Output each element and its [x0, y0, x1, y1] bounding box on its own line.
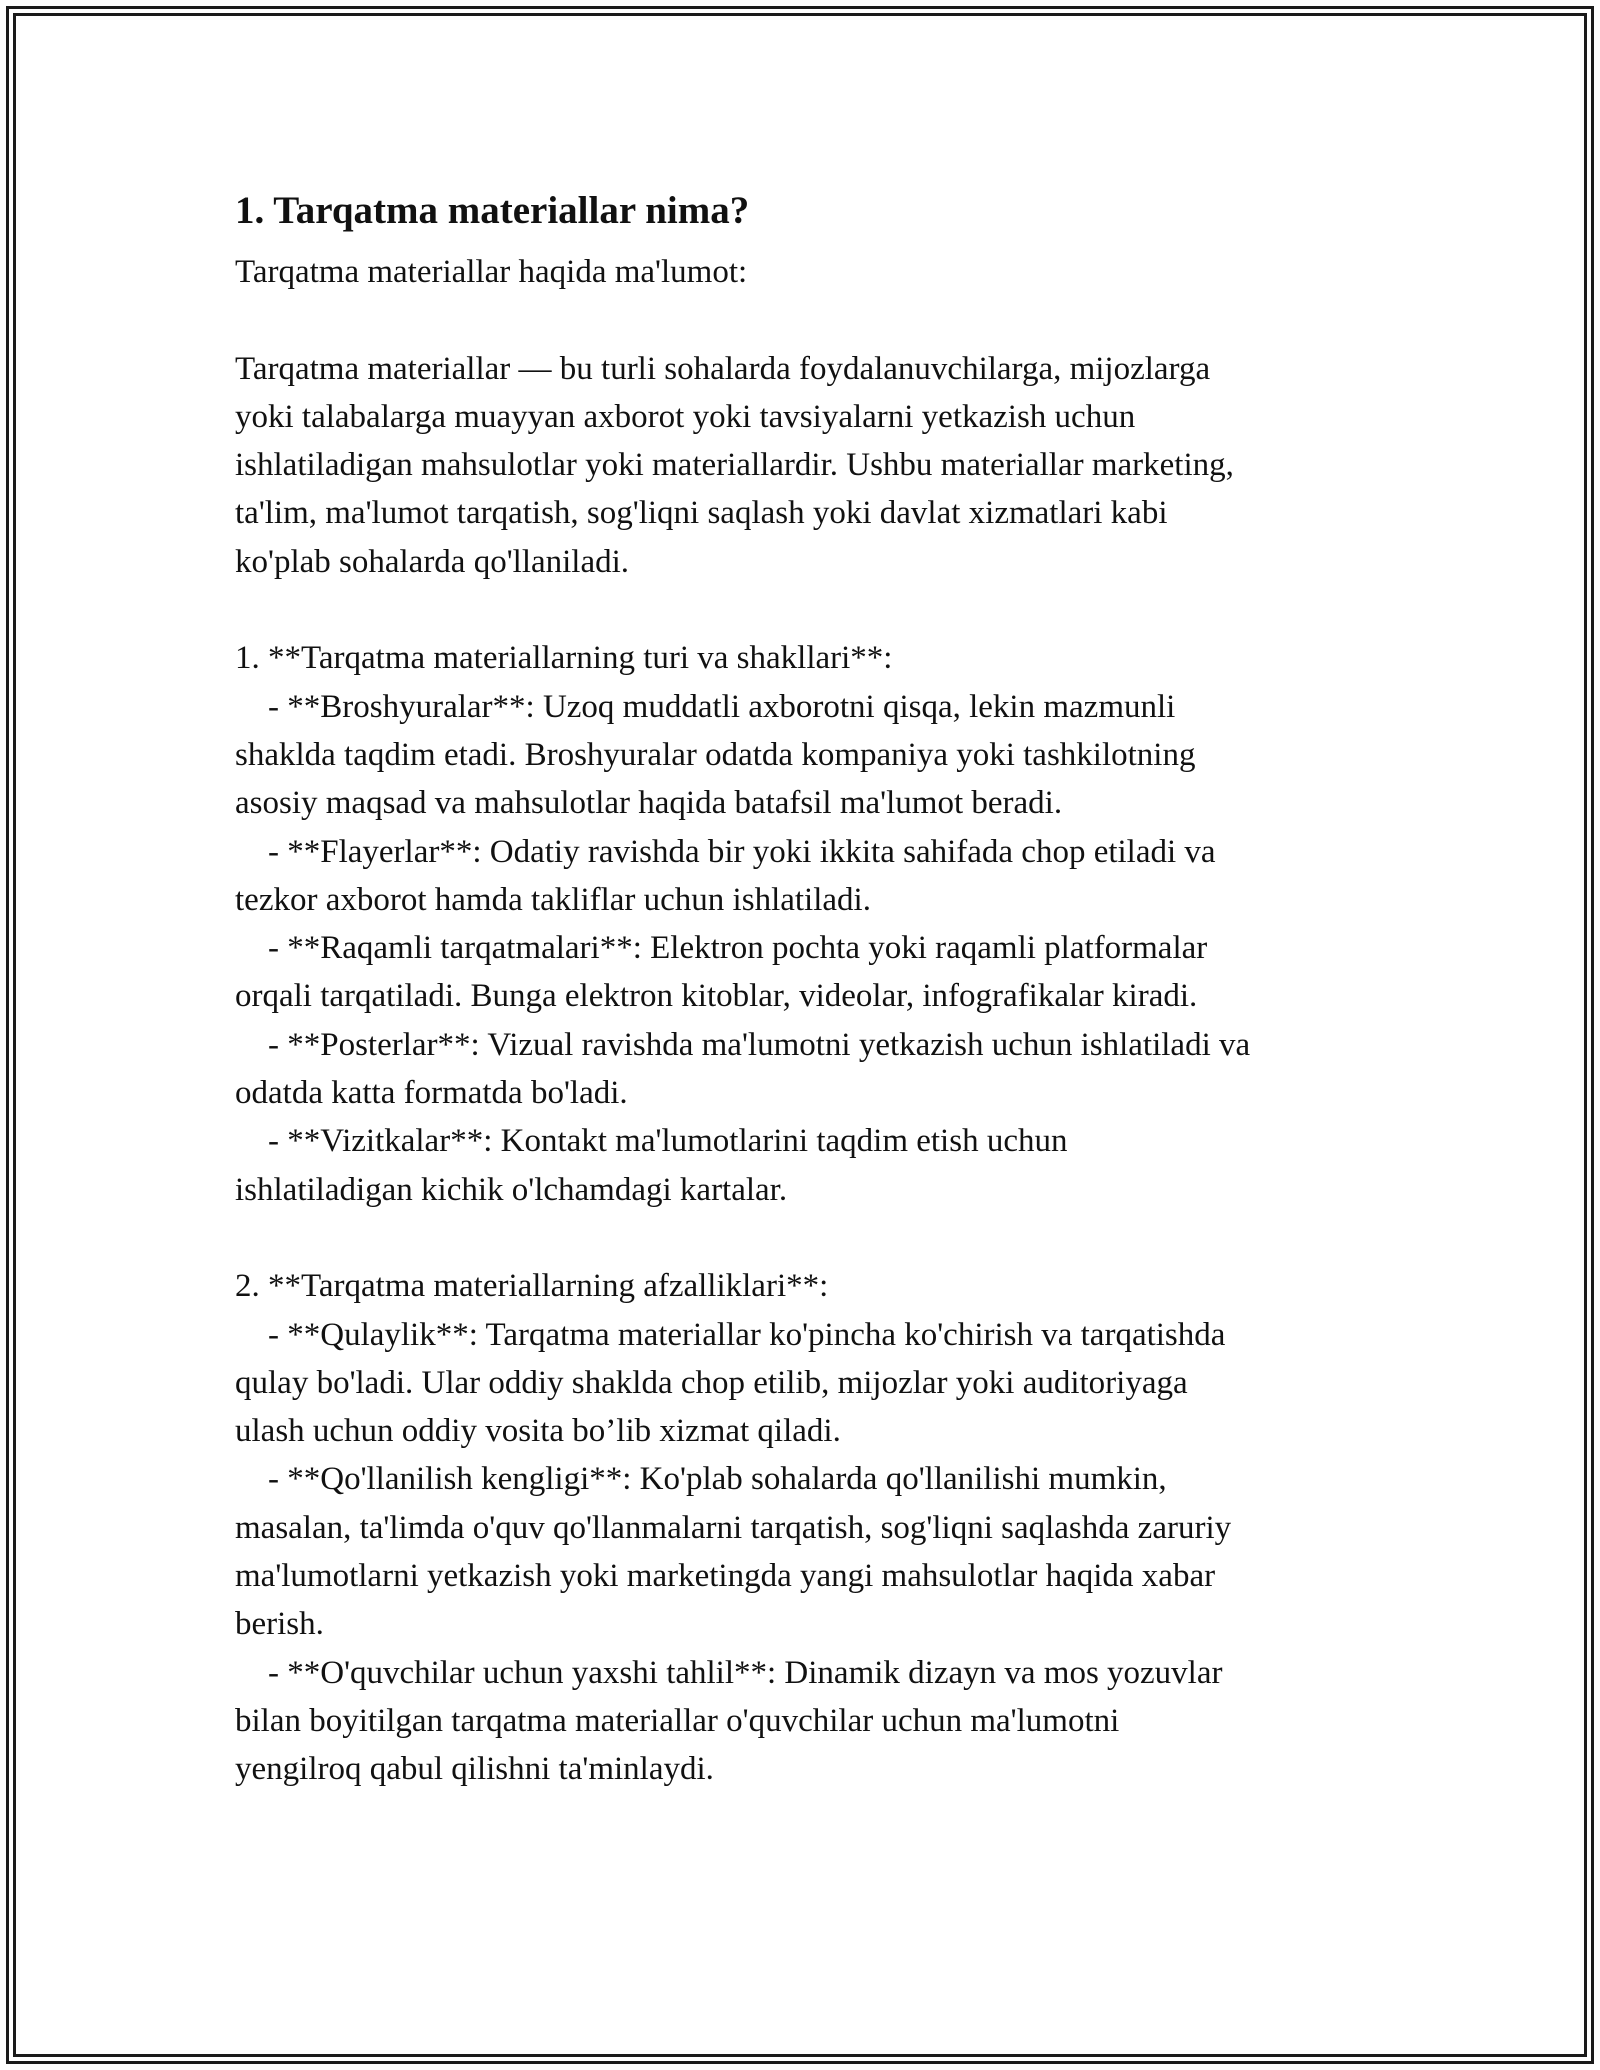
blank-line	[235, 586, 1385, 634]
text-line: berish.	[235, 1606, 324, 1643]
document-text	[235, 248, 1385, 1794]
list-item: - **Posterlar**: Vizual ravishda ma'lumotni yetkazish uchun ishlatiladi va	[235, 1026, 1251, 1063]
section-heading: 1. **Tarqatma materiallarning turi va shakllari**:	[235, 640, 893, 677]
text-line: ta'lim, ma'lumot tarqatish, sog'liqni saqlash yoki davlat xizmatlari kabi	[235, 495, 1168, 532]
text-line: odatda katta formatda bo'ladi.	[235, 1075, 628, 1112]
text-line: shaklda taqdim etadi. Broshyuralar odatda kompaniya yoki tashkilotning	[235, 736, 1196, 773]
list-item: - **Broshyuralar**: Uzoq muddatli axborotni qisqa, lekin mazmunli	[235, 688, 1176, 725]
text-line: yoki talabalarga muayyan axborot yoki tavsiyalarni yetkazish uchun	[235, 398, 1136, 435]
list-item: - **Raqamli tarqatmalari**: Elektron pochta yoki raqamli platformalar	[235, 930, 1208, 967]
text-line: bilan boyitilgan tarqatma materiallar o'quvchilar uchun ma'lumotni	[235, 1702, 1120, 1739]
text-line: tezkor axborot hamda takliflar uchun ishlatiladi.	[235, 881, 871, 918]
document-body	[235, 186, 1385, 1794]
blank-line	[235, 1214, 1385, 1262]
text-line: Tarqatma materiallar haqida ma'lumot:	[235, 254, 748, 290]
text-line: ma'lumotlarni yetkazish yoki marketingda yangi mahsulotlar haqida xabar	[235, 1558, 1216, 1595]
list-item: - **O'quvchilar uchun yaxshi tahlil**: Dinamik dizayn va mos yozuvlar	[235, 1654, 1223, 1691]
text-line: orqali tarqatiladi. Bunga elektron kitoblar, videolar, infografikalar kiradi.	[235, 978, 1198, 1015]
text-line: ulash uchun oddiy vosita bo’lib xizmat qiladi.	[235, 1413, 841, 1450]
text-line: ishlatiladigan kichik o'lchamdagi kartalar.	[235, 1171, 788, 1208]
list-item: - **Qo'llanilish kengligi**: Ko'plab sohalarda qo'llanilishi mumkin,	[235, 1461, 1167, 1498]
text-line: yengilroq qabul qilishni ta'minlaydi.	[235, 1751, 714, 1788]
document-title: 1. Tarqatma materiallar nima?	[235, 189, 750, 232]
text-line: Tarqatma materiallar — bu turli sohalarda foydalanuvchilarga, mijozlarga	[235, 350, 1211, 387]
text-line: ishlatiladigan mahsulotlar yoki materiallardir. Ushbu materiallar marketing,	[235, 447, 1234, 484]
text-line: qulay bo'ladi. Ular oddiy shaklda chop etilib, mijozlar yoki auditoriyaga	[235, 1364, 1188, 1401]
text-line: ko'plab sohalarda qo'llaniladi.	[235, 543, 630, 580]
list-item: - **Vizitkalar**: Kontakt ma'lumotlarini taqdim etish uchun	[235, 1123, 1068, 1160]
list-item: - **Qulaylik**: Tarqatma materiallar ko'pincha ko'chirish va tarqatishda	[235, 1316, 1226, 1353]
text-line: asosiy maqsad va mahsulotlar haqida batafsil ma'lumot beradi.	[235, 785, 1063, 822]
section-heading: 2. **Tarqatma materiallarning afzalliklari**:	[235, 1268, 829, 1305]
text-line: masalan, ta'limda o'quv qo'llanmalarni tarqatish, sog'liqni saqlashda zaruriy	[235, 1509, 1232, 1546]
list-item: - **Flayerlar**: Odatiy ravishda bir yoki ikkita sahifada chop etiladi va	[235, 833, 1216, 870]
blank-line	[235, 296, 1385, 344]
